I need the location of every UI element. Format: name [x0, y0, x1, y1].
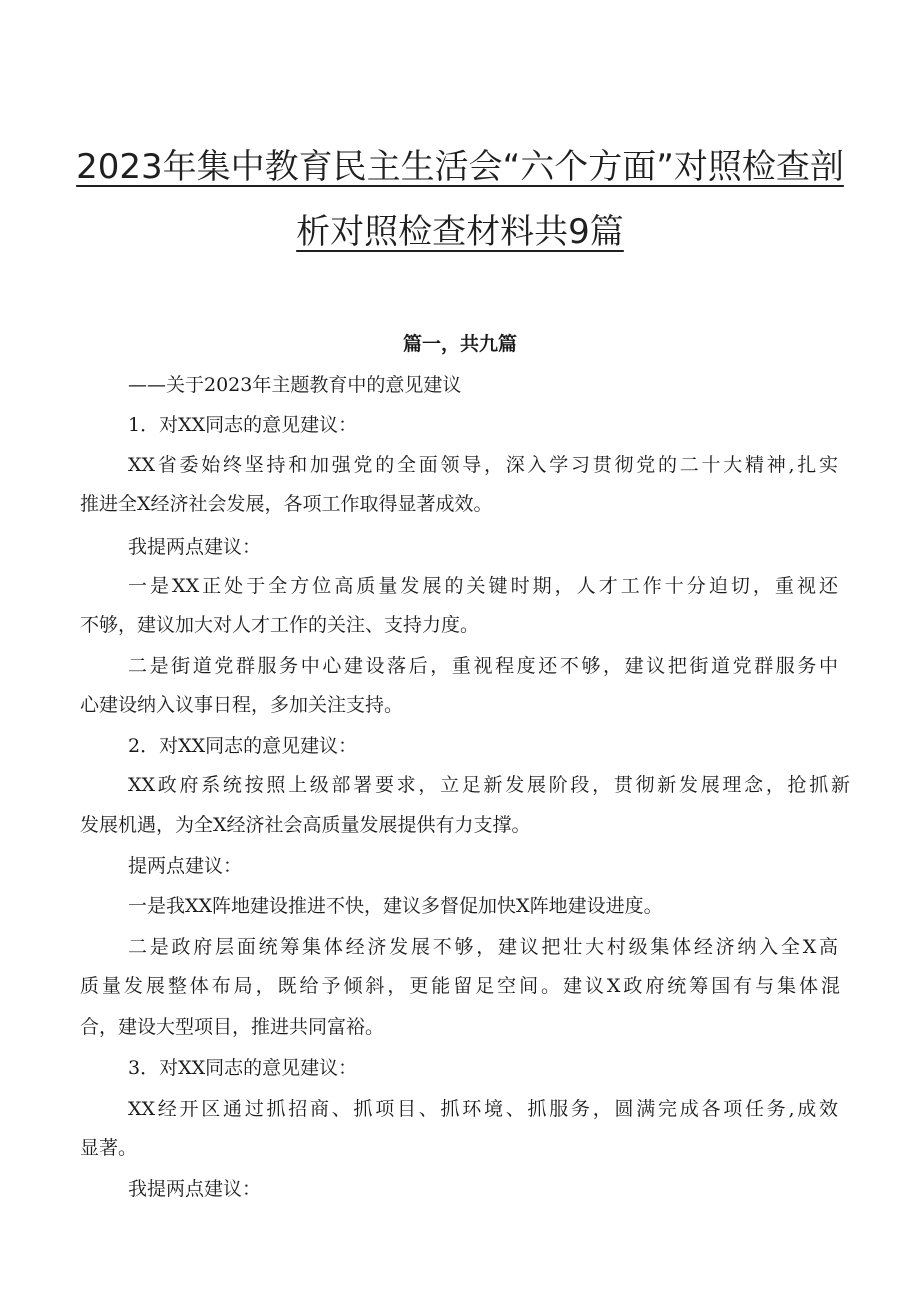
section-heading: 篇一，共九篇: [402, 333, 517, 355]
title-text-2: 析对照检查材料共9篇: [296, 212, 624, 252]
title-text-1: 2023年集中教育民主生活会“六个方面”对照检查剖: [76, 147, 844, 187]
subtitle-line: ——关于2023年主题教育中的意见建议: [128, 374, 462, 396]
item-heading-1: 1．对XX同志的意见建议：: [128, 414, 358, 436]
paragraph-line: 质量发展整体布局，既给予倾斜，更能留足空间。建议X政府统筹国有与集体混: [80, 975, 840, 997]
item-heading-2: 2．对XX同志的意见建议：: [128, 735, 358, 757]
paragraph-line: 合，建设大型项目，推进共同富裕。: [80, 1016, 385, 1038]
paragraph-line: 我提两点建议：: [128, 1178, 262, 1200]
paragraph-line: 二是政府层面统筹集体经济发展不够，建议把壮大村级集体经济纳入全X高: [128, 936, 838, 958]
paragraph-line: 提两点建议：: [128, 855, 243, 877]
item-heading-3: 3．对XX同志的意见建议：: [128, 1057, 358, 1079]
paragraph-line: 二是街道党群服务中心建设落后，重视程度还不够，建议把街道党群服务中: [128, 655, 838, 677]
paragraph-line: 推进全X经济社会发展，各项工作取得显著成效。: [80, 493, 493, 515]
paragraph-line: 心建设纳入议事日程，多加关注支持。: [80, 694, 404, 716]
paragraph-line: 我提两点建议：: [128, 536, 262, 558]
paragraph-line: 发展机遇，为全X经济社会高质量发展提供有力支撑。: [80, 814, 531, 836]
paragraph-line: 不够，建议加大对人才工作的关注、支持力度。: [80, 614, 480, 636]
paragraph-line: 一是XX正处于全方位高质量发展的关键时期，人才工作十分迫切，重视还: [128, 575, 838, 597]
paragraph-line: 一是我XX阵地建设推进不快，建议多督促加快X阵地建设进度。: [128, 895, 663, 917]
document-title-line-1: [0, 139, 920, 188]
paragraph-line: XX政府系统按照上级部署要求，立足新发展阶段，贯彻新发展理念，抢抓新: [128, 774, 850, 796]
paragraph-line: 显著。: [80, 1137, 138, 1159]
paragraph-line: XX省委始终坚持和加强党的全面领导，深入学习贯彻党的二十大精神,扎实: [128, 454, 838, 476]
paragraph-line: XX经开区通过抓招商、抓项目、抓环境、抓服务，圆满完成各项任务,成效: [128, 1098, 838, 1120]
document-title-line-2: [0, 204, 920, 253]
